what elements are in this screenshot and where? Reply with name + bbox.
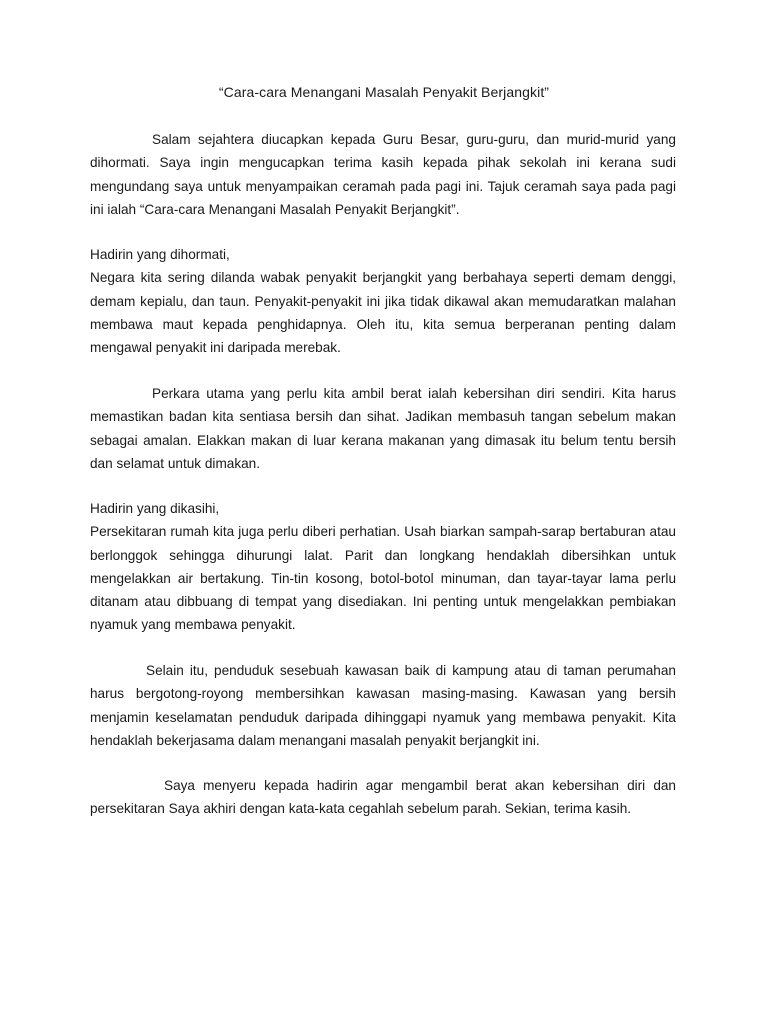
page-title: “Cara-cara Menangani Masalah Penyakit Berjangkit”	[218, 84, 550, 100]
salutation-block-1	[90, 243, 676, 359]
body-paragraph-3: Perkara utama yang perlu kita ambil berat ialah kebersihan diri sendiri. Kita harus memastikan badan kita sentiasa bersih dan sihat. Jadikan membasuh tangan sebelum makan sebagai amalan. Elakkan makan di luar kerana makanan yang dimasak itu belum tentu bersih dan selamat untuk dimakan.	[90, 386, 676, 471]
salutation-2: Hadirin yang dikasihi,	[90, 501, 220, 516]
opening-paragraph: Salam sejahtera diucapkan kepada Guru Besar, guru-guru, dan murid-murid yang dihormati. Saya ingin mengucapkan terima kasih kepada pihak sekolah ini kerana sudi mengundang saya untuk menyampaikan ceramah pada pagi ini. Tajuk ceramah saya pada pagi ini ialah “Cara-cara Menangani Masalah Penyakit Berjangkit”.	[90, 132, 676, 217]
closing-paragraph: Saya menyeru kepada hadirin agar mengambil berat akan kebersihan diri dan persekitaran Saya akhiri dengan kata-kata cegahlah sebelum parah. Sekian, terima kasih.	[90, 778, 676, 817]
body-paragraph-5: Selain itu, penduduk sesebuah kawasan baik di kampung atau di taman perumahan harus bergotong-royong membersihkan kawasan masing-masing. Kawasan yang bersih menjamin keselamatan penduduk daripada dihinggapi nyamuk yang membawa penyakit. Kita hendaklah bekerjasama dalam menangani masalah penyakit berjangkit ini.	[90, 663, 676, 748]
body-paragraph-4: Persekitaran rumah kita juga perlu diberi perhatian. Usah biarkan sampah-sarap bertaburan atau berlonggok sehingga dihurungi lalat. Parit dan longkang hendaklah dibersihkan untuk mengelakkan air bertakung. Tin-tin kosong, botol-botol minuman, dan tayar-tayar lama perlu ditanam atau dibbuang di tempat yang disediakan. Ini penting untuk mengelakkan pembiakan nyamuk yang membawa penyakit.	[90, 524, 676, 633]
salutation-block-2	[90, 497, 676, 637]
body-paragraph-2: Negara kita sering dilanda wabak penyakit berjangkit yang berbahaya seperti demam denggi, demam kepialu, dan taun. Penyakit-penyakit ini jika tidak dikawal akan memudaratkan malahan membawa maut kepada penghidapnya. Oleh itu, kita semua berperanan penting dalam mengawal penyakit ini daripada merebak.	[90, 270, 676, 356]
salutation-1: Hadirin yang dihormati,	[90, 247, 230, 262]
